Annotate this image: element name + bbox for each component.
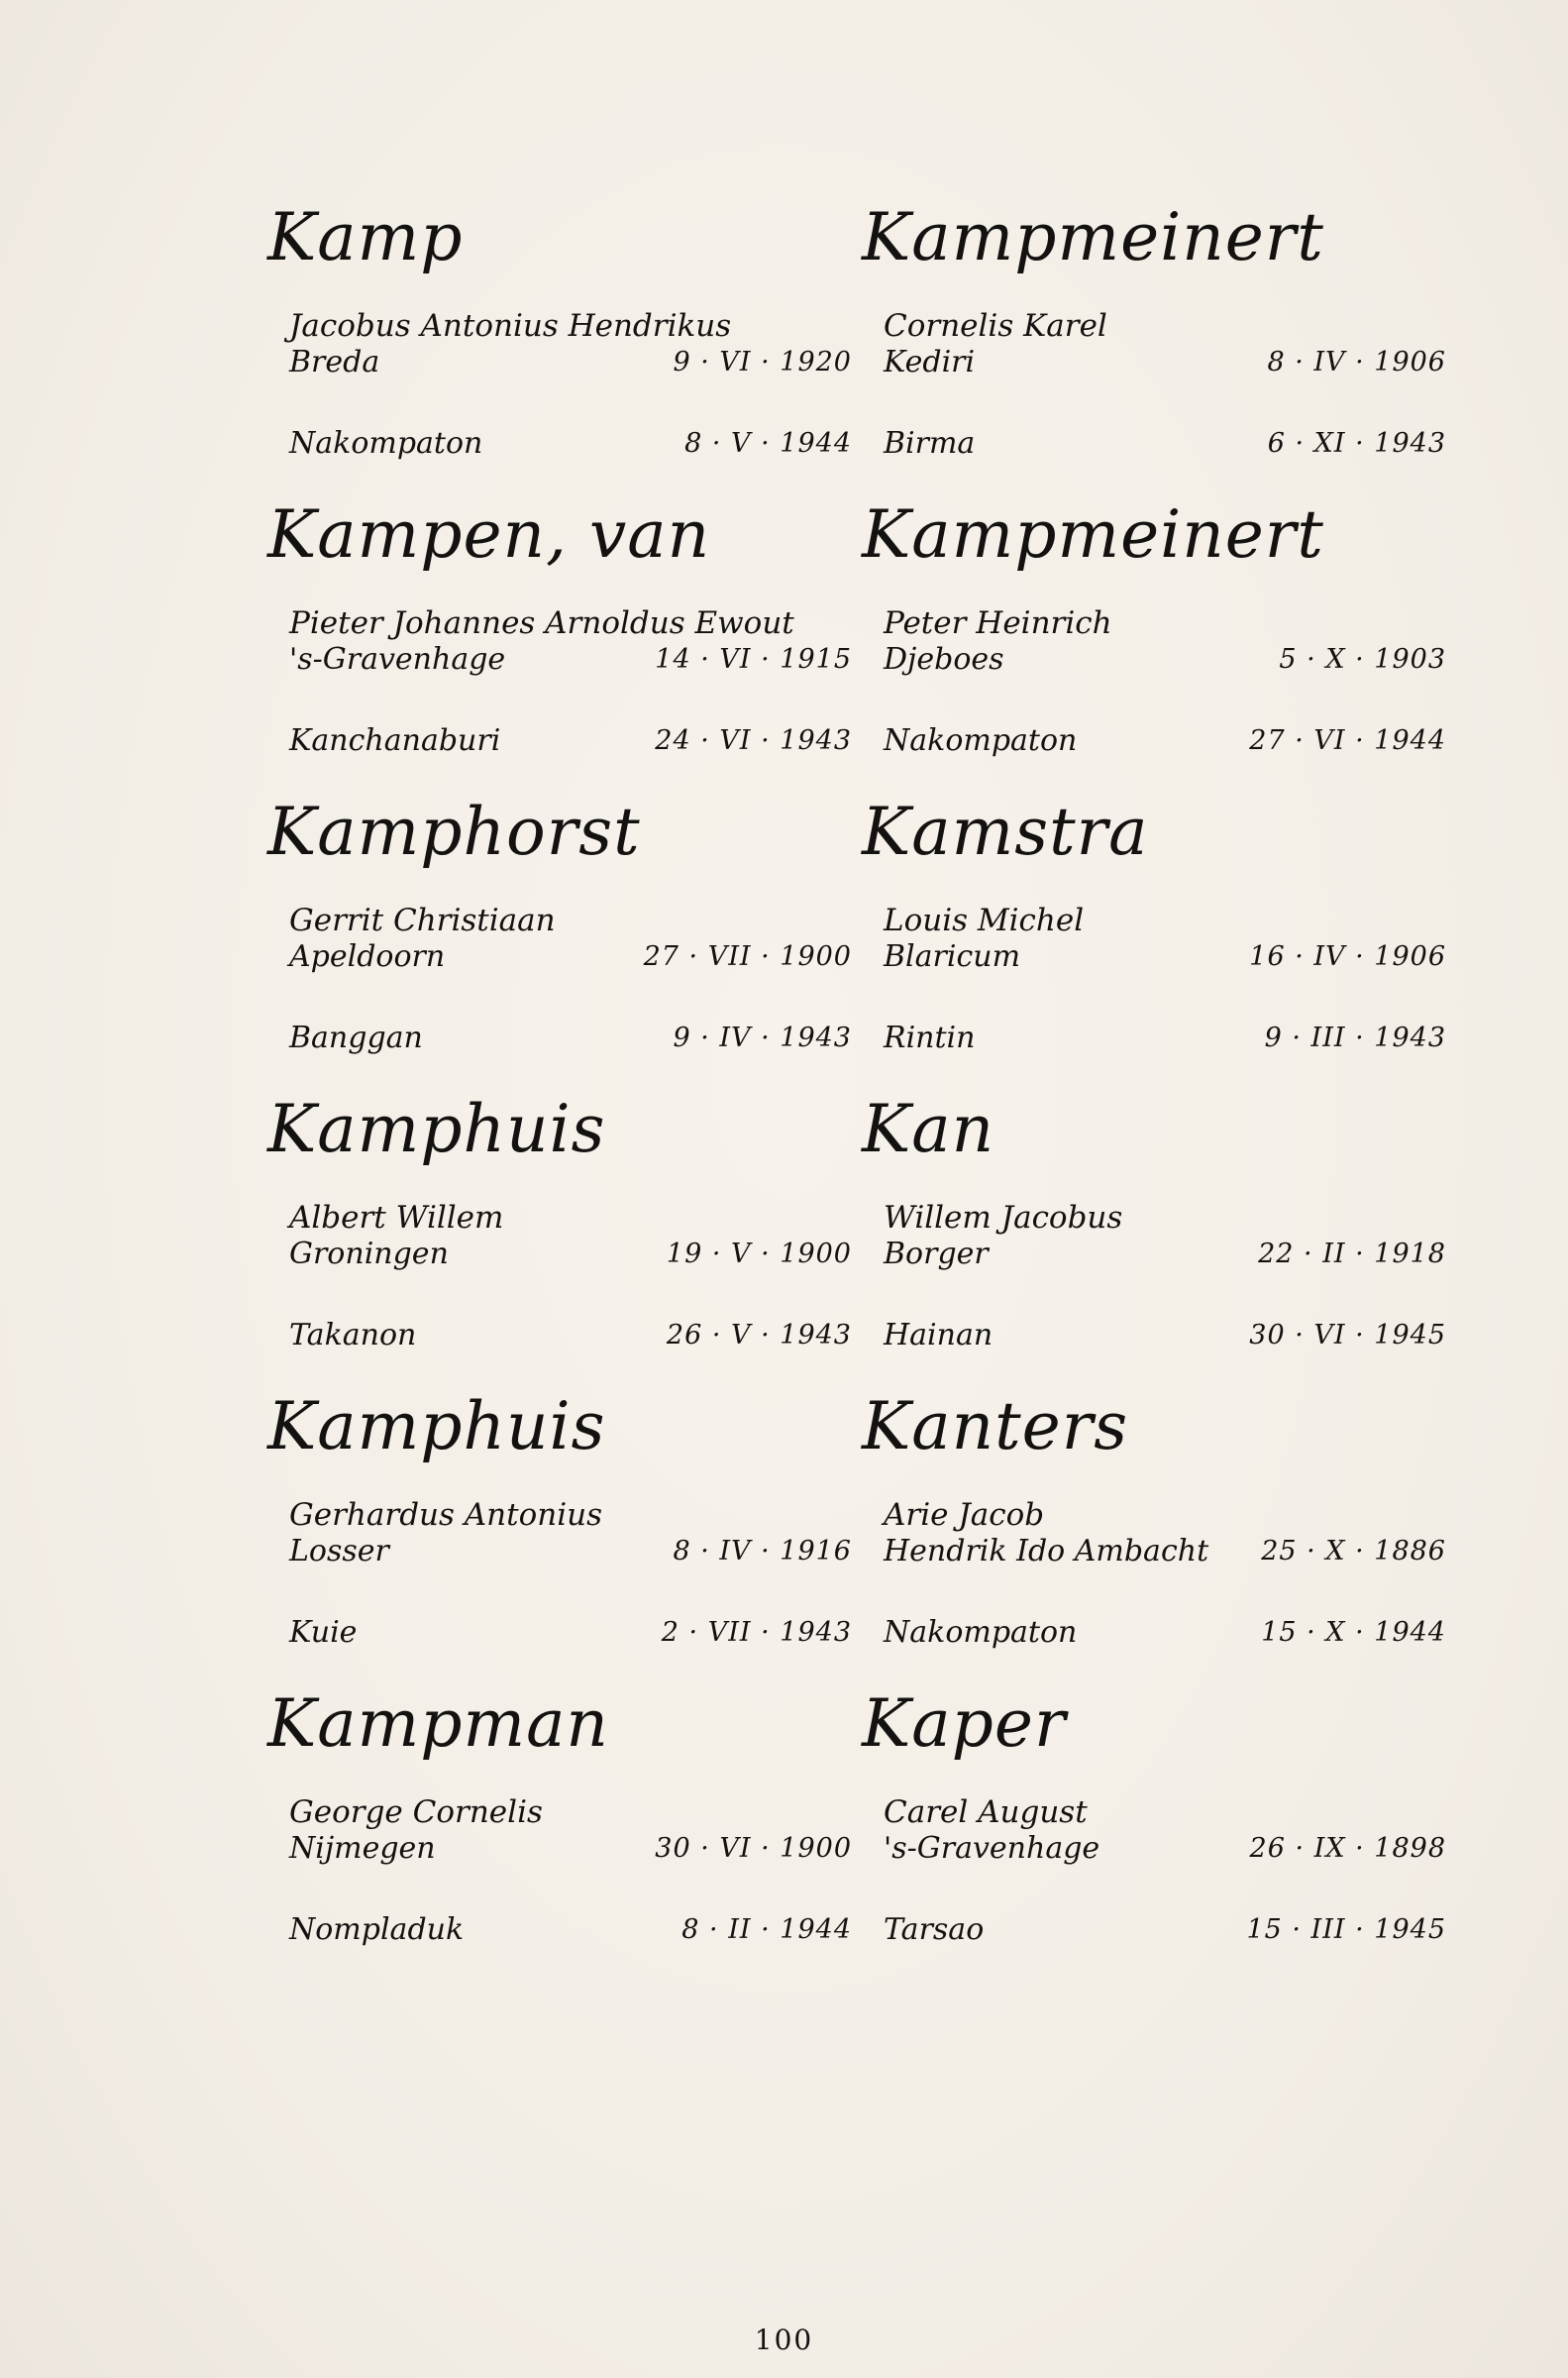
given-names: Louis Michel bbox=[884, 903, 1085, 938]
surname: Kamphuis bbox=[267, 1388, 606, 1464]
given-names: Peter Heinrich bbox=[884, 605, 1112, 641]
death-date: 9 · IV · 1943 bbox=[673, 1023, 852, 1053]
name-entry bbox=[267, 1684, 852, 1982]
birth-place: Nijmegen bbox=[289, 1831, 436, 1866]
name-entry bbox=[862, 793, 1446, 1090]
left-column bbox=[267, 198, 852, 1982]
birth-date: 22 · II · 1918 bbox=[1258, 1239, 1446, 1269]
death-date: 8 · V · 1944 bbox=[684, 428, 852, 459]
birth-row bbox=[289, 343, 852, 382]
name-entry bbox=[267, 793, 852, 1090]
given-names: Albert Willem bbox=[289, 1200, 504, 1236]
death-place: Banggan bbox=[289, 1021, 423, 1055]
birth-place: Borger bbox=[884, 1237, 989, 1271]
right-column bbox=[862, 198, 1446, 1982]
birth-row bbox=[289, 1829, 852, 1869]
death-place: Birma bbox=[884, 426, 976, 461]
birth-place: 's-Gravenhage bbox=[289, 642, 506, 677]
surname: Kaper bbox=[862, 1685, 1067, 1762]
name-entry bbox=[862, 1684, 1446, 1982]
death-place: Nakompaton bbox=[884, 723, 1078, 758]
birth-row bbox=[884, 937, 1446, 977]
birth-row bbox=[884, 640, 1446, 680]
surname: Kanters bbox=[862, 1388, 1129, 1464]
death-place: Tarsao bbox=[884, 1912, 985, 1947]
birth-place: Hendrik Ido Ambacht bbox=[884, 1534, 1209, 1568]
birth-row bbox=[884, 1235, 1446, 1274]
birth-date: 30 · VI · 1900 bbox=[655, 1833, 852, 1864]
birth-place: 's-Gravenhage bbox=[884, 1831, 1100, 1866]
birth-place: Djeboes bbox=[884, 642, 1004, 677]
surname: Kampmeinert bbox=[862, 199, 1324, 275]
death-date: 26 · V · 1943 bbox=[666, 1320, 852, 1351]
surname: Kampen, van bbox=[267, 496, 711, 573]
name-entry bbox=[267, 1090, 852, 1387]
death-row bbox=[884, 1613, 1446, 1653]
birth-date: 25 · X · 1886 bbox=[1261, 1536, 1446, 1567]
death-row bbox=[884, 1019, 1446, 1058]
death-place: Nompladuk bbox=[289, 1912, 465, 1947]
surname: Kan bbox=[862, 1091, 995, 1167]
surname: Kamstra bbox=[862, 794, 1149, 870]
given-names: Pieter Johannes Arnoldus Ewout bbox=[289, 605, 794, 641]
death-date: 2 · VII · 1943 bbox=[661, 1617, 852, 1648]
surname: Kamphorst bbox=[267, 794, 641, 870]
death-row bbox=[884, 721, 1446, 761]
death-date: 30 · VI · 1945 bbox=[1249, 1320, 1446, 1351]
birth-date: 16 · IV · 1906 bbox=[1249, 941, 1446, 972]
surname: Kampmeinert bbox=[862, 496, 1324, 573]
name-entry bbox=[267, 198, 852, 495]
name-entry bbox=[267, 495, 852, 793]
given-names: Willem Jacobus bbox=[884, 1200, 1123, 1236]
given-names: Gerhardus Antonius bbox=[289, 1497, 602, 1533]
death-date: 15 · III · 1945 bbox=[1246, 1914, 1446, 1945]
surname: Kamphuis bbox=[267, 1091, 606, 1167]
given-names: Cornelis Karel bbox=[884, 308, 1107, 344]
death-row bbox=[289, 1316, 852, 1355]
birth-date: 8 · IV · 1916 bbox=[673, 1536, 852, 1567]
birth-place: Kediri bbox=[884, 345, 976, 379]
birth-date: 8 · IV · 1906 bbox=[1267, 347, 1446, 378]
birth-row bbox=[884, 1532, 1446, 1571]
name-entry bbox=[862, 198, 1446, 495]
surname: Kamp bbox=[267, 199, 464, 275]
given-names: Carel August bbox=[884, 1794, 1088, 1830]
death-place: Kuie bbox=[289, 1615, 358, 1650]
death-date: 9 · III · 1943 bbox=[1264, 1023, 1446, 1053]
death-date: 15 · X · 1944 bbox=[1261, 1617, 1446, 1648]
page-number: 100 bbox=[754, 2324, 814, 2356]
given-names: Gerrit Christiaan bbox=[289, 903, 556, 938]
birth-place: Groningen bbox=[289, 1237, 449, 1271]
death-date: 8 · II · 1944 bbox=[681, 1914, 852, 1945]
surname: Kampman bbox=[267, 1685, 609, 1762]
name-entry bbox=[862, 1090, 1446, 1387]
birth-row bbox=[884, 1829, 1446, 1869]
death-row bbox=[884, 1910, 1446, 1950]
death-row bbox=[289, 721, 852, 761]
birth-row bbox=[289, 1235, 852, 1274]
name-entry bbox=[862, 495, 1446, 793]
birth-row bbox=[289, 937, 852, 977]
birth-place: Blaricum bbox=[884, 939, 1021, 974]
death-place: Kanchanaburi bbox=[289, 723, 501, 758]
given-names: Arie Jacob bbox=[884, 1497, 1045, 1533]
death-place: Takanon bbox=[289, 1318, 417, 1352]
name-entry bbox=[862, 1387, 1446, 1684]
birth-place: Apeldoorn bbox=[289, 939, 446, 974]
death-row bbox=[289, 1613, 852, 1653]
birth-row bbox=[884, 343, 1446, 382]
birth-date: 26 · IX · 1898 bbox=[1249, 1833, 1446, 1864]
death-place: Nakompaton bbox=[289, 426, 483, 461]
given-names: George Cornelis bbox=[289, 1794, 543, 1830]
death-row bbox=[289, 1019, 852, 1058]
death-row bbox=[289, 1910, 852, 1950]
death-place: Nakompaton bbox=[884, 1615, 1078, 1650]
death-row bbox=[884, 1316, 1446, 1355]
death-date: 27 · VI · 1944 bbox=[1249, 725, 1446, 756]
birth-row bbox=[289, 640, 852, 680]
birth-date: 14 · VI · 1915 bbox=[655, 644, 852, 675]
death-place: Rintin bbox=[884, 1021, 976, 1055]
death-date: 24 · VI · 1943 bbox=[655, 725, 852, 756]
given-names: Jacobus Antonius Hendrikus bbox=[289, 308, 732, 344]
birth-date: 9 · VI · 1920 bbox=[673, 347, 852, 378]
birth-date: 19 · V · 1900 bbox=[666, 1239, 852, 1269]
death-place: Hainan bbox=[884, 1318, 993, 1352]
name-entry bbox=[267, 1387, 852, 1684]
birth-place: Losser bbox=[289, 1534, 389, 1568]
death-date: 6 · XI · 1943 bbox=[1267, 428, 1446, 459]
death-row bbox=[884, 424, 1446, 464]
birth-place: Breda bbox=[289, 345, 380, 379]
birth-row bbox=[289, 1532, 852, 1571]
birth-date: 27 · VII · 1900 bbox=[643, 941, 852, 972]
death-row bbox=[289, 424, 852, 464]
birth-date: 5 · X · 1903 bbox=[1279, 644, 1446, 675]
